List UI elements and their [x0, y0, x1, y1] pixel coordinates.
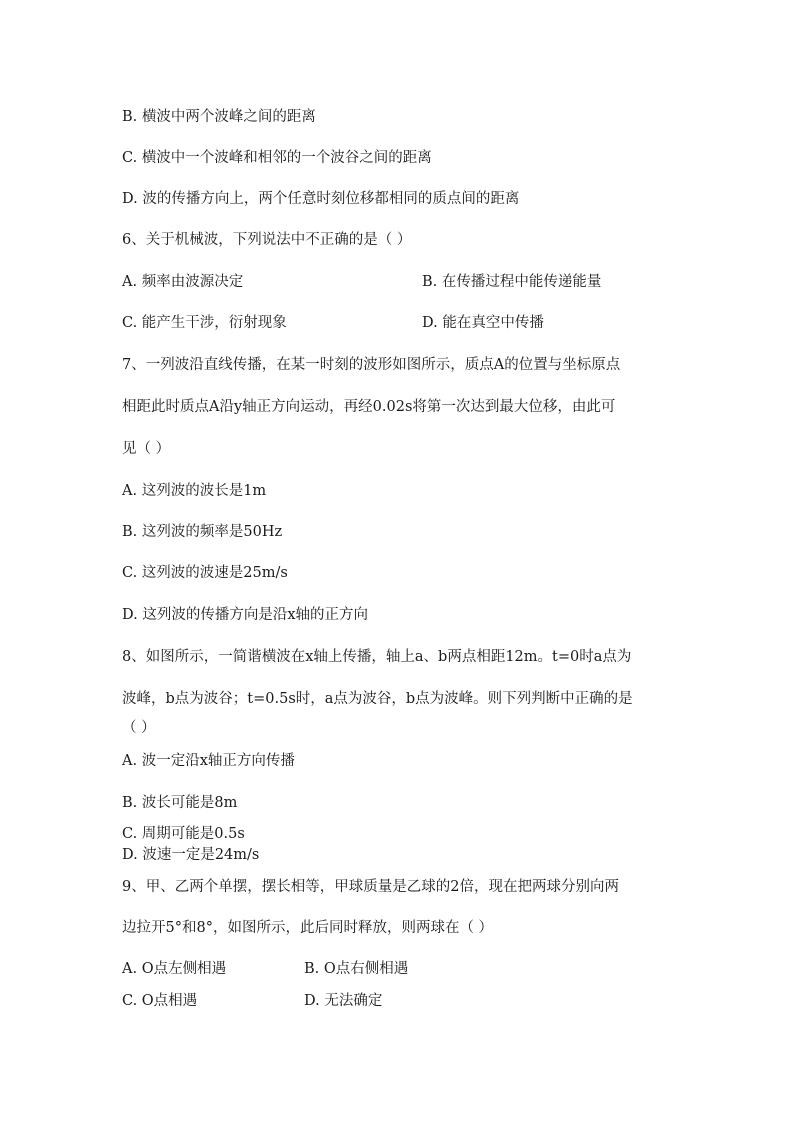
q5-option-b: B. 横波中两个波峰之间的距离 [122, 109, 316, 125]
q8-stem-line1: 8、如图所示，一简谐横波在x轴上传播，轴上a、b两点相距12m。t=0时a点为 [122, 649, 632, 665]
q6-option-c: C. 能产生干涉，衍射现象 [122, 315, 287, 331]
q7-stem-line3: 见（ ） [122, 441, 171, 457]
q9-option-d: D. 无法确定 [304, 993, 383, 1009]
q6-option-a: A. 频率由波源决定 [122, 274, 244, 290]
q8-option-a: A. 波一定沿x轴正方向传播 [122, 753, 295, 769]
q7-option-c: C. 这列波的波速是25m/s [122, 565, 288, 581]
q7-option-b: B. 这列波的频率是50Hz [122, 524, 283, 540]
q8-stem-line3: （ ） [122, 720, 156, 736]
q6-option-b: B. 在传播过程中能传递能量 [422, 274, 602, 290]
q7-stem-line1: 7、一列波沿直线传播，在某一时刻的波形如图所示，质点A的位置与坐标原点 [122, 357, 621, 373]
q6-option-d: D. 能在真空中传播 [422, 315, 544, 331]
q7-option-a: A. 这列波的波长是1m [122, 483, 267, 499]
q5-option-d: D. 波的传播方向上，两个任意时刻位移都相同的质点间的距离 [122, 191, 520, 207]
q9-option-c: C. O点相遇 [122, 993, 198, 1009]
q9-stem-line2: 边拉开5°和8°，如图所示，此后同时释放，则两球在（ ） [122, 920, 494, 936]
q9-stem-line1: 9、甲、乙两个单摆，摆长相等，甲球质量是乙球的2倍，现在把两球分别向两 [122, 879, 619, 895]
q7-option-d: D. 这列波的传播方向是沿x轴的正方向 [122, 607, 369, 623]
q8-option-c: C. 周期可能是0.5s [122, 826, 245, 842]
q5-option-c: C. 横波中一个波峰和相邻的一个波谷之间的距离 [122, 150, 432, 166]
q9-option-a: A. O点左侧相遇 [122, 961, 227, 977]
q9-option-b: B. O点右侧相遇 [304, 961, 409, 977]
q8-option-d: D. 波速一定是24m/s [122, 847, 260, 863]
q8-option-b: B. 波长可能是8m [122, 795, 238, 811]
q6-stem: 6、关于机械波，下列说法中不正确的是（ ） [122, 232, 412, 248]
q7-stem-line2: 相距此时质点A沿y轴正方向运动，再经0.02s将第一次达到最大位移，由此可 [122, 399, 616, 415]
q8-stem-line2: 波峰，b点为波谷；t=0.5s时，a点为波谷，b点为波峰。则下列判断中正确的是 [122, 691, 633, 707]
